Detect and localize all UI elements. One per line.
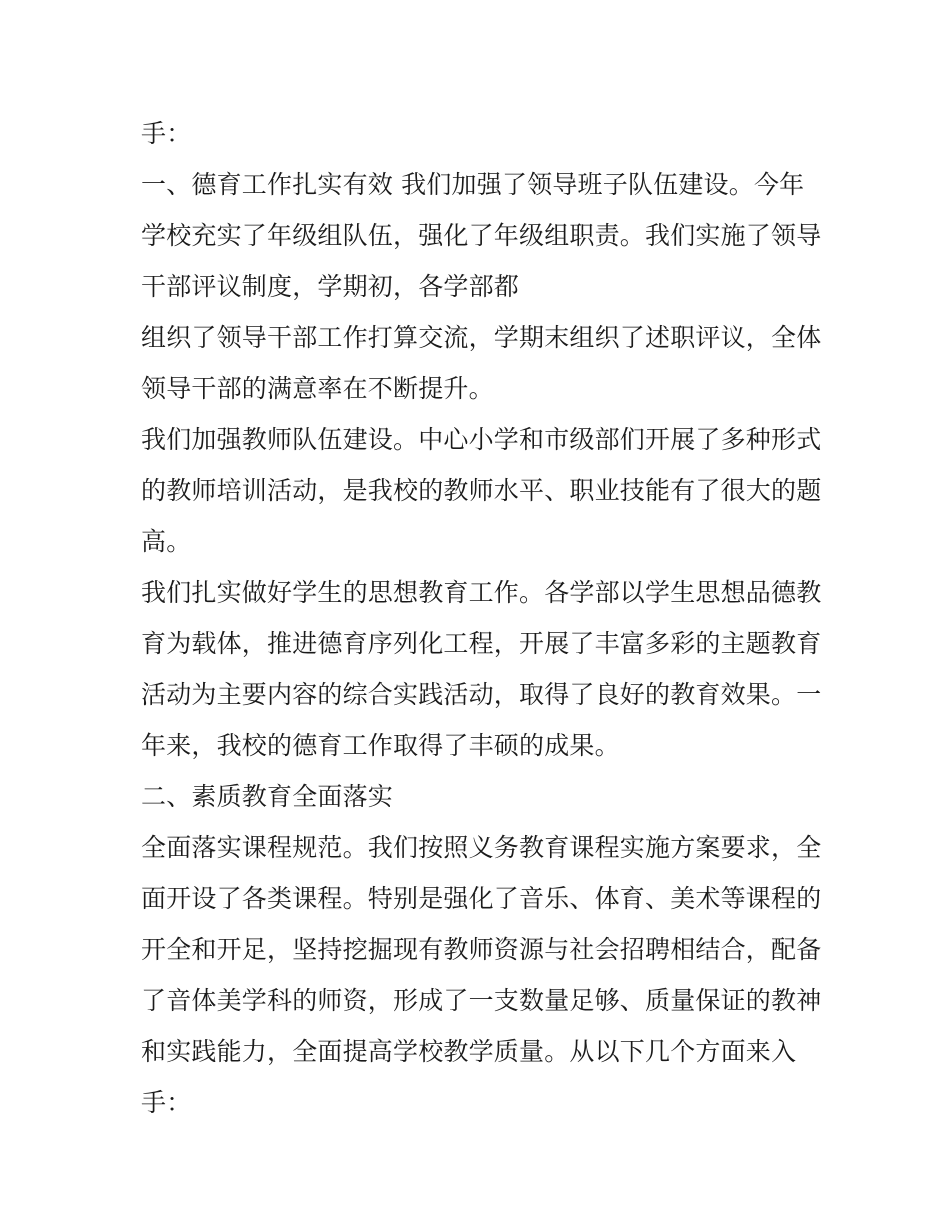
text-line: 了音体美学科的师资，形成了一支数量足够、质量保证的教神 <box>141 986 822 1015</box>
text-line: 年来，我校的德育工作取得了丰硕的成果。 <box>141 731 620 760</box>
text-line: 开全和开足，坚持挖掘现有教师资源与社会招聘相结合，配备 <box>141 935 822 964</box>
text-line: 手： <box>141 119 192 148</box>
text-line: 活动为主要内容的综合实践活动，取得了良好的教育效果。一 <box>141 680 822 709</box>
text-line: 育为载体，推进德育序列化工程，开展了丰富多彩的主题教育 <box>141 629 822 658</box>
text-line: 领导干部的满意率在不断提升。 <box>141 374 494 403</box>
section-heading-moral-education: 一、德育工作扎实有效 我们加强了领导班子队伍建设。今年 <box>141 170 805 199</box>
text-line: 和实践能力，全面提高学校教学质量。从以下几个方面来入 <box>141 1037 797 1066</box>
document-body <box>141 108 821 1128</box>
text-line: 面开设了各类课程。特别是强化了音乐、体育、美术等课程的 <box>141 884 822 913</box>
text-line: 手： <box>141 1088 192 1117</box>
text-line: 我们加强教师队伍建设。中心小学和市级部们开展了多种形式 <box>141 425 822 454</box>
text-line: 全面落实课程规范。我们按照义务教育课程实施方案要求，全 <box>141 833 822 862</box>
text-line: 我们扎实做好学生的思想教育工作。各学部以学生思想品德教 <box>141 578 822 607</box>
text-line: 干部评议制度，学期初，各学部都 <box>141 272 520 301</box>
text-line: 的教师培训活动，是我校的教师水平、职业技能有了很大的题 <box>141 476 822 505</box>
text-line: 学校充实了年级组队伍，强化了年级组职责。我们实施了领导 <box>141 221 822 250</box>
text-line: 高。 <box>141 527 192 556</box>
section-heading-quality-education: 二、素质教育全面落实 <box>141 782 394 811</box>
text-line: 组织了领导干部工作打算交流，学期末组织了述职评议，全体 <box>141 323 822 352</box>
